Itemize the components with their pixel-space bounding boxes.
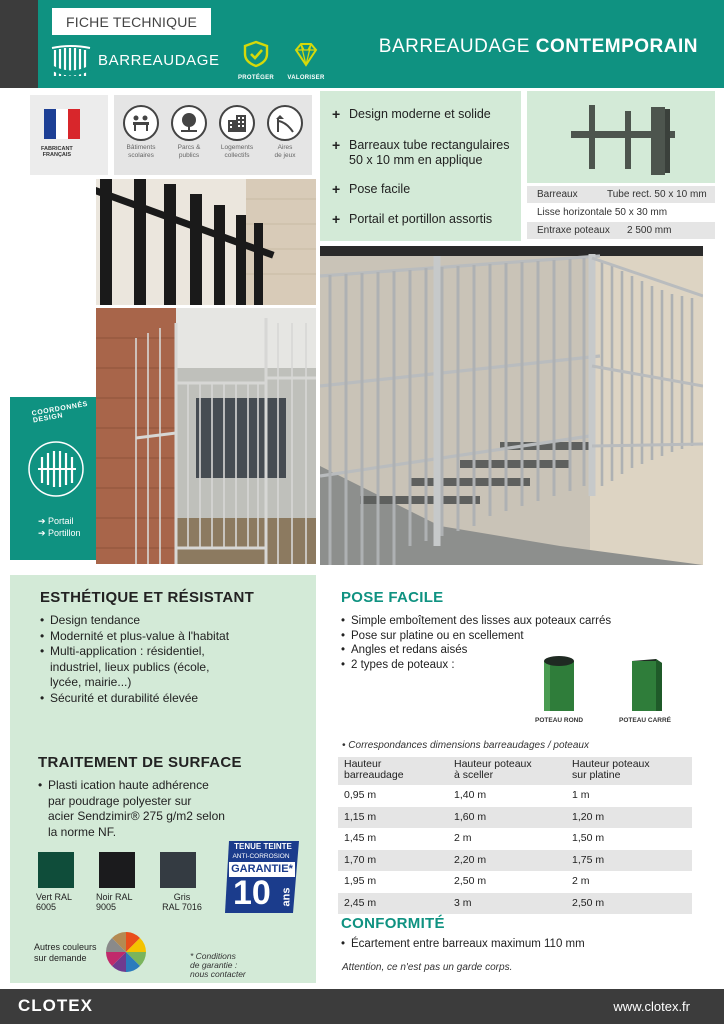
- spec-key: Barreaux: [537, 189, 578, 200]
- swatch-black-l2: 9005: [96, 902, 117, 912]
- use-housing-l2: collectifs: [224, 152, 250, 159]
- plus-icon: +: [332, 181, 341, 197]
- tree-icon: [177, 111, 201, 135]
- table-cell: 2 m: [448, 828, 566, 850]
- badge-unit: ans: [280, 887, 293, 907]
- use-park: [166, 105, 212, 160]
- esthetique-title: ESTHÉTIQUE ET RÉSISTANT: [40, 589, 255, 606]
- color-fan-icon: [106, 932, 146, 972]
- table-row: [338, 807, 692, 829]
- table-cell: 3 m: [448, 893, 566, 915]
- table-cell: 1,95 m: [338, 871, 448, 893]
- swatch-green: [38, 852, 74, 888]
- use-housing: [214, 105, 260, 160]
- traitement-text: [38, 778, 298, 840]
- brand-name: BARREAUDAGE: [98, 52, 220, 69]
- badge-l3: GARANTIE*: [229, 862, 295, 877]
- square-post-icon: [626, 655, 666, 711]
- spec-row-lisse: [527, 204, 715, 221]
- feature-text: Barreaux tube rectangulaires: [349, 138, 510, 152]
- shield-check-icon: [242, 40, 270, 68]
- header-dark-strip: [0, 0, 38, 88]
- col-header-l1: Hauteur: [344, 758, 382, 770]
- list-item-cont: lycée, mairie...): [50, 675, 132, 689]
- table-cell: 2,45 m: [338, 893, 448, 915]
- protect-label: PROTÉGER: [237, 75, 275, 81]
- list-item: • Angles et redans aisés: [341, 643, 681, 658]
- coordinated-design-box: [10, 397, 96, 560]
- table-cell: 0,95 m: [338, 785, 448, 807]
- table-row: [338, 871, 692, 893]
- table-cell: 2,50 m: [448, 871, 566, 893]
- table-cell: 1,60 m: [448, 807, 566, 829]
- traitement-line: la norme NF.: [48, 824, 117, 839]
- esthetique-list: [40, 613, 300, 706]
- fabricant-line: FABRICANT: [41, 146, 73, 152]
- conformite-list: [341, 937, 681, 952]
- col-header: [566, 757, 692, 785]
- col-header-l2: sur platine: [572, 769, 621, 781]
- feature-text-2: 50 x 10 mm en applique: [349, 153, 483, 167]
- round-post-icon: [540, 655, 578, 711]
- spec-row-entraxe: [527, 222, 715, 239]
- bar-profile-illustration: [527, 91, 715, 183]
- col-header-l1: Hauteur poteaux: [454, 758, 532, 770]
- feature-item: [332, 182, 410, 197]
- col-header-l2: barreaudage: [344, 769, 404, 781]
- list-item-cont: industriel, lieux publics (école,: [50, 659, 210, 674]
- swatch-grey-l2: RAL 7016: [162, 902, 202, 912]
- use-park-l2: publics: [178, 152, 200, 159]
- protect-badge: [236, 40, 276, 81]
- traitement-line: acier Sendzimir® 275 g/m2 selon: [48, 809, 225, 823]
- use-playground: [262, 105, 308, 160]
- use-school-l2: scolaires: [128, 152, 154, 159]
- correspondence-note: • Correspondances dimensions barreaudages / poteaux: [342, 740, 589, 751]
- swatch-grey: [160, 852, 196, 888]
- table-cell: 1,45 m: [338, 828, 448, 850]
- swatch-green-label: [36, 892, 72, 912]
- diamond-icon: [292, 40, 320, 68]
- bar-profile-image: [527, 91, 715, 183]
- cond-l2: de garantie :: [190, 960, 238, 970]
- made-in-france-box: [30, 95, 108, 175]
- fabricant-francais-label: [41, 146, 73, 158]
- autres-l1: Autres couleurs: [34, 942, 97, 952]
- table-cell: 1,75 m: [566, 850, 692, 872]
- swatch-green-l1: Vert RAL: [36, 892, 73, 902]
- dimensions-table: [338, 757, 692, 914]
- list-item: • Sécurité et durabilité élevée: [40, 691, 300, 707]
- col-header-l2: à sceller: [454, 769, 494, 781]
- plus-icon: +: [332, 137, 341, 153]
- cond-l3: nous contacter: [190, 969, 246, 979]
- table-cell: 1,50 m: [566, 828, 692, 850]
- use-playground-l2: de jeux: [274, 152, 296, 159]
- conformite-note: Attention, ce n'est pas un garde corps.: [342, 962, 513, 973]
- swatch-grey-l1: Gris: [173, 892, 191, 902]
- use-school-l1: Bâtiments: [126, 144, 156, 151]
- spec-value: Tube rect. 50 x 10 mm: [607, 189, 707, 200]
- corr-note-text: Correspondances dimensions barreaudages / poteaux: [348, 740, 589, 751]
- col-header: [338, 757, 448, 785]
- feature-text: Pose facile: [349, 182, 411, 196]
- autres-l2: sur demande: [34, 953, 87, 963]
- badge-l2: ANTI-CORROSION: [232, 853, 290, 860]
- swatch-black: [99, 852, 135, 888]
- feature-item: [332, 138, 510, 168]
- use-park-l1: Parcs &: [177, 144, 201, 151]
- table-row: [338, 828, 692, 850]
- table-cell: 1,70 m: [338, 850, 448, 872]
- table-cell: 1,20 m: [566, 807, 692, 829]
- feature-item: [332, 107, 491, 122]
- swatch-green-l2: 6005: [36, 902, 57, 912]
- coord-portail: ➔ Portail: [38, 516, 74, 526]
- website-link[interactable]: www.clotex.fr: [613, 999, 690, 1014]
- swatch-black-label: [96, 892, 133, 912]
- use-playground-l1: Aires: [277, 144, 293, 151]
- clotex-logo: CLOTEX: [18, 996, 93, 1015]
- francais-line: FRANÇAIS: [42, 152, 72, 158]
- coordinated-design-text: COORDONNÉS DESIGN: [31, 400, 89, 425]
- coord-portillon: ➔ Portillon: [38, 528, 81, 538]
- list-item: • Modernité et plus-value à l'habitat: [40, 629, 300, 645]
- title-bold: CONTEMPORAIN: [535, 36, 698, 57]
- table-cell: 2,20 m: [448, 850, 566, 872]
- other-colors-note: [34, 942, 97, 964]
- feature-text: Design moderne et solide: [349, 107, 491, 121]
- valorise-label: VALORISER: [287, 75, 325, 81]
- table-cell: 1,40 m: [448, 785, 566, 807]
- traitement-line: par poudrage polyester sur: [48, 793, 192, 808]
- spec-row-barreaux: [527, 186, 715, 203]
- square-post-label: POTEAU CARRÉ: [619, 717, 672, 724]
- badge-l1: TENUE TEINTE: [234, 842, 292, 851]
- conformite-title: CONFORMITÉ: [341, 915, 445, 932]
- col-header-l1: Hauteur poteaux: [572, 758, 650, 770]
- features-box: [320, 91, 521, 241]
- pose-facile-title: POSE FACILE: [341, 589, 444, 606]
- feature-item: [332, 212, 492, 227]
- photo-black-fence: [96, 179, 316, 305]
- page-title: [379, 36, 698, 58]
- traitement-line: • Plasti ication haute adhérence: [38, 778, 298, 794]
- list-item: • Multi-application : résidentiel,: [40, 644, 300, 660]
- list-item: • Pose sur platine ou en scellement: [341, 629, 681, 644]
- spec-key: Lisse horizontale 50 x 30 mm: [537, 207, 668, 218]
- title-light: BARREAUDAGE: [378, 36, 530, 57]
- feature-text: Portail et portillon assortis: [349, 212, 493, 226]
- plus-icon: +: [332, 211, 341, 227]
- warranty-badge: [223, 839, 301, 915]
- building-icon: [225, 111, 249, 135]
- warranty-conditions: [190, 952, 246, 979]
- spec-value: 2 500 mm: [627, 225, 672, 236]
- photo-gate-entrance: [96, 308, 316, 564]
- photo-staircase-railing: [320, 246, 703, 565]
- use-housing-l1: Logements: [220, 144, 254, 151]
- fiche-technique-label: FICHE TECHNIQUE: [52, 8, 211, 35]
- round-post-label: POTEAU ROND: [535, 717, 584, 724]
- traitement-title: TRAITEMENT DE SURFACE: [38, 754, 242, 771]
- table-cell: 1 m: [566, 785, 692, 807]
- table-row: [338, 785, 692, 807]
- spec-key: Entraxe poteaux: [537, 225, 610, 236]
- swatch-grey-label: [160, 892, 204, 912]
- coord-portail-label: Portail: [48, 516, 74, 526]
- table-header-row: [338, 757, 692, 785]
- list-item: • Écartement entre barreaux maximum 110 mm: [341, 937, 681, 952]
- list-item: • 2 types de poteaux :: [341, 658, 681, 673]
- barreaudage-logo-icon: [50, 44, 92, 78]
- table-cell: 2 m: [566, 871, 692, 893]
- table-cell: 1,15 m: [338, 807, 448, 829]
- school-icon: [129, 111, 153, 135]
- plus-icon: +: [332, 106, 341, 122]
- table-row: [338, 893, 692, 915]
- badge-number: 10: [233, 874, 271, 912]
- valorise-badge: [286, 40, 326, 81]
- use-school: [118, 105, 164, 160]
- playground-icon: [273, 111, 297, 135]
- cond-l1: * Conditions: [190, 951, 236, 961]
- coord-portillon-label: Portillon: [48, 528, 81, 538]
- swatch-black-l1: Noir RAL: [96, 892, 133, 902]
- usage-icons-box: [114, 95, 312, 175]
- col-header: [448, 757, 566, 785]
- table-cell: 2,50 m: [566, 893, 692, 915]
- list-item: • Simple emboîtement des lisses aux poteaux carrés: [341, 614, 681, 629]
- table-row: [338, 850, 692, 872]
- france-flag-icon: [44, 109, 80, 139]
- list-item: • Design tendance: [40, 613, 300, 629]
